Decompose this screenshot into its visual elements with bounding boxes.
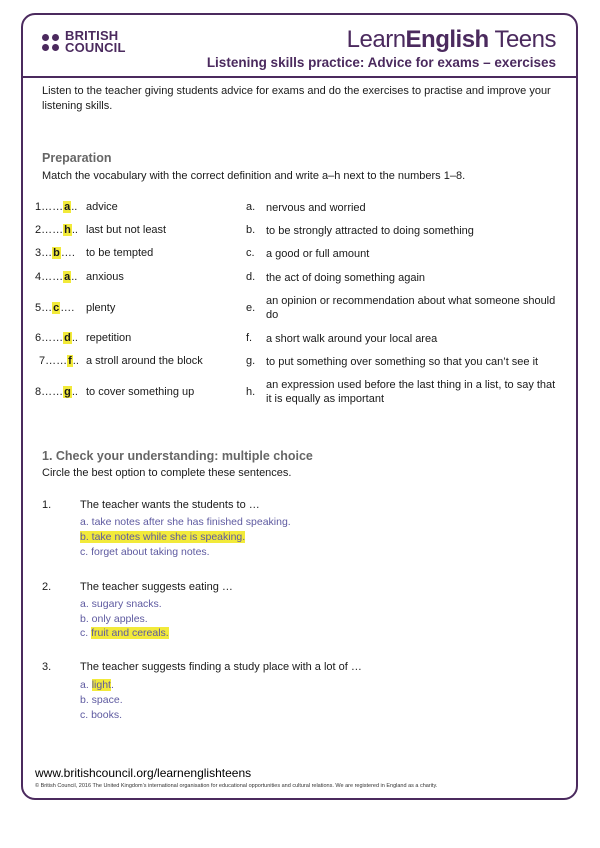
vocab-word: plenty: [86, 302, 116, 314]
option-c[interactable]: c. books.: [80, 709, 123, 721]
definition-text: a short walk around your local area: [266, 333, 438, 345]
option-b[interactable]: b. take notes while she is speaking.: [80, 531, 246, 543]
preparation-instruction: Match the vocabulary with the correct definition and write a–h next to the numbers 1–8.: [42, 170, 466, 182]
intro-text: Listen to the teacher giving students advice for exams and do the exercises to practise and improve your listening skills.: [42, 85, 551, 112]
answer-blank[interactable]: 1……a..: [35, 201, 78, 213]
check-instruction: Circle the best option to complete these sentences.: [42, 467, 292, 479]
option-a[interactable]: a. sugary snacks.: [80, 598, 162, 610]
option-b[interactable]: b. space.: [80, 694, 123, 706]
definition-letter: d.: [246, 271, 256, 283]
option-c[interactable]: c. fruit and cereals.: [80, 627, 169, 639]
option-b[interactable]: b. only apples.: [80, 613, 148, 625]
question-text: The teacher suggests eating …: [80, 581, 233, 593]
vocab-word: to be tempted: [86, 247, 154, 259]
footer-url[interactable]: www.britishcouncil.org/learnenglishteens: [35, 766, 252, 780]
definition-letter: g.: [246, 355, 256, 367]
definition-text: nervous and worried: [266, 202, 366, 214]
logo-line1: BRITISH: [65, 28, 119, 43]
question-number: 3.: [42, 661, 52, 673]
vocab-word: anxious: [86, 271, 124, 283]
brand-title: LearnEnglish Teens: [346, 26, 556, 53]
logo-dots-icon: [42, 34, 59, 51]
answer-blank[interactable]: 2……h..: [35, 224, 78, 236]
vocab-word: to cover something up: [86, 386, 195, 398]
definition-text: a good or full amount: [266, 248, 370, 260]
logo-line2: COUNCIL: [65, 40, 126, 55]
definition-text: to put something over something so that you can’t see it: [266, 356, 539, 368]
definition-letter: h.: [246, 386, 256, 398]
answer-blank[interactable]: 6……d..: [35, 332, 78, 344]
option-c[interactable]: c. forget about taking notes.: [80, 546, 210, 558]
definition-text: to be strongly attracted to doing something: [266, 225, 474, 237]
header-divider: [21, 76, 578, 78]
definition-letter: b.: [246, 224, 256, 236]
question-text: The teacher suggests finding a study place with a lot of …: [80, 661, 362, 673]
definition-text: the act of doing something again: [266, 272, 426, 284]
question-number: 1.: [42, 499, 52, 511]
definition-text: an opinion or recommendation about what someone should do: [266, 295, 556, 321]
check-heading: 1. Check your understanding: multiple choice: [42, 449, 313, 463]
vocab-word: a stroll around the block: [86, 355, 203, 367]
answer-blank[interactable]: 5…c….: [35, 302, 75, 314]
answer-blank[interactable]: 3…b….: [35, 247, 75, 259]
vocab-word: last but not least: [86, 224, 167, 236]
question-number: 2.: [42, 581, 52, 593]
definition-letter: f.: [246, 332, 253, 344]
vocab-word: advice: [86, 201, 118, 213]
option-a[interactable]: a. take notes after she has finished speaking.: [80, 516, 291, 528]
footer-copyright: © British Council, 2016 The United Kingdom’s international organisation for educational opportunities and cultural relations. We are registered in England as a charity.: [35, 783, 438, 789]
british-council-logo: [42, 30, 126, 54]
option-a[interactable]: a. light.: [80, 679, 114, 691]
definition-text: an expression used before the last thing in a list, to say that it is equally as important: [266, 379, 556, 405]
question-text: The teacher wants the students to …: [80, 499, 260, 511]
preparation-heading: Preparation: [42, 151, 112, 165]
vocab-word: repetition: [86, 332, 132, 344]
answer-blank[interactable]: 7……f..: [39, 355, 79, 367]
definition-letter: e.: [246, 302, 256, 314]
definition-letter: c.: [246, 247, 255, 259]
answer-blank[interactable]: 8……g..: [35, 386, 78, 398]
definition-letter: a.: [246, 201, 256, 213]
answer-blank[interactable]: 4……a..: [35, 271, 78, 283]
worksheet-subtitle: Listening skills practice: Advice for exams – exercises: [206, 55, 556, 70]
